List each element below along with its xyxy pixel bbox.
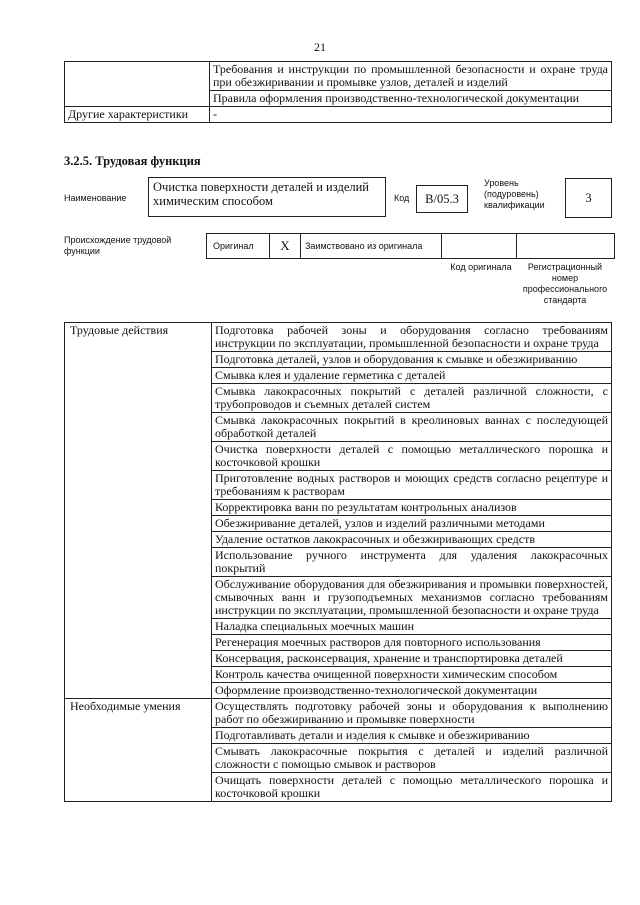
original-mark: X bbox=[269, 233, 301, 259]
code-original-cell bbox=[441, 233, 517, 259]
original-label: Оригинал bbox=[206, 233, 270, 259]
table-cell: Удаление остатков лакокрасочных и обезжиривающих средств bbox=[212, 532, 612, 548]
table-cell: Смывать лакокрасочные покрытия с деталей и изделий различной сложности с помощью смывок и растворов bbox=[212, 744, 612, 773]
continuation-table bbox=[64, 61, 612, 123]
table-row bbox=[65, 699, 612, 728]
table-cell: Консервация, расконсервация, хранение и транспортировка деталей bbox=[212, 651, 612, 667]
table-cell: Подготовка деталей, узлов и оборудования к смывке и обезжириванию bbox=[212, 352, 612, 368]
table-cell: Приготовление водных растворов и моющих средств согласно рецептуре и требованиям к растворам bbox=[212, 471, 612, 500]
section-title: 3.2.5. Трудовая функция bbox=[64, 154, 201, 168]
table-cell: Смывка лакокрасочных покрытий в креолиновых ваннах с последующей обработкой деталей bbox=[212, 413, 612, 442]
name-value: Очистка поверхности деталей и изделий химическим способом bbox=[153, 180, 369, 208]
level-value: 3 bbox=[585, 191, 592, 205]
table-cell: Подготавливать детали и изделия к смывке и обезжириванию bbox=[212, 728, 612, 744]
row-label: Другие характеристики bbox=[65, 107, 210, 123]
row-label bbox=[65, 62, 210, 107]
table-cell: Обезжиривание деталей, узлов и изделий различными методами bbox=[212, 516, 612, 532]
origin-label: Происхождение трудовой функции bbox=[64, 235, 172, 256]
level-box bbox=[565, 178, 612, 218]
code-value: B/05.3 bbox=[425, 192, 459, 206]
table-cell: Контроль качества очищенной поверхности химическим способом bbox=[212, 667, 612, 683]
table-cell: Осуществлять подготовку рабочей зоны и оборудования к выполнению работ по обезжириванию и промывке поверхности bbox=[212, 699, 612, 728]
labor-function-table bbox=[64, 322, 612, 802]
table-cell: Подготовка рабочей зоны и оборудования согласно требованиям инструкции по эксплуатации, промышленной безопасности и охране труда bbox=[212, 323, 612, 352]
table-cell: Смывка клея и удаление герметика с деталей bbox=[212, 368, 612, 384]
table-cell: Смывка лакокрасочных покрытий с деталей различной сложности, с трубопроводов и съемных деталей систем bbox=[212, 384, 612, 413]
table-cell: Использование ручного инструмента для удаления лакокрасочных покрытий bbox=[212, 548, 612, 577]
category-label: Трудовые действия bbox=[65, 323, 212, 699]
table-cell: Оформление производственно-технологической документации bbox=[212, 683, 612, 699]
table-cell: - bbox=[210, 107, 612, 123]
table-row bbox=[65, 107, 612, 123]
table-row bbox=[65, 323, 612, 352]
table-cell: Наладка специальных моечных машин bbox=[212, 619, 612, 635]
origin-row bbox=[207, 233, 615, 259]
page-number: 21 bbox=[314, 40, 326, 54]
name-label: Наименование bbox=[64, 193, 127, 203]
borrowed-label: Заимствовано из оригинала bbox=[300, 233, 442, 259]
code-box bbox=[416, 185, 468, 213]
table-cell: Регенерация моечных растворов для повторного использования bbox=[212, 635, 612, 651]
table-cell: Очистка поверхности деталей с помощью металлического порошка и косточковой крошки bbox=[212, 442, 612, 471]
table-cell: Требования и инструкции по промышленной безопасности и охране труда при обезжиривании и промывке узлов, деталей и изделий bbox=[210, 62, 612, 91]
reg-number-caption: Регистрационный номер профессионального стандарта bbox=[522, 262, 608, 305]
code-label: Код bbox=[394, 193, 410, 203]
table-cell: Корректировка ванн по результатам контрольных анализов bbox=[212, 500, 612, 516]
table-row bbox=[65, 62, 612, 91]
table-cell: Правила оформления производственно-технологической документации bbox=[210, 91, 612, 107]
code-original-caption: Код оригинала bbox=[450, 262, 512, 272]
level-label: Уровень (подуровень) квалификации bbox=[484, 178, 545, 210]
table-cell: Обслуживание оборудования для обезжиривания и промывки поверхностей, смывочных ванн и грузоподъемных механизмов согласно требованиям инструкции по эксплуатации, промышленной безопасности и охране труда bbox=[212, 577, 612, 619]
table-cell: Очищать поверхности деталей с помощью металлического порошка и косточковой крошки bbox=[212, 773, 612, 802]
category-label: Необходимые умения bbox=[65, 699, 212, 802]
name-box bbox=[148, 177, 386, 217]
reg-number-cell bbox=[516, 233, 615, 259]
